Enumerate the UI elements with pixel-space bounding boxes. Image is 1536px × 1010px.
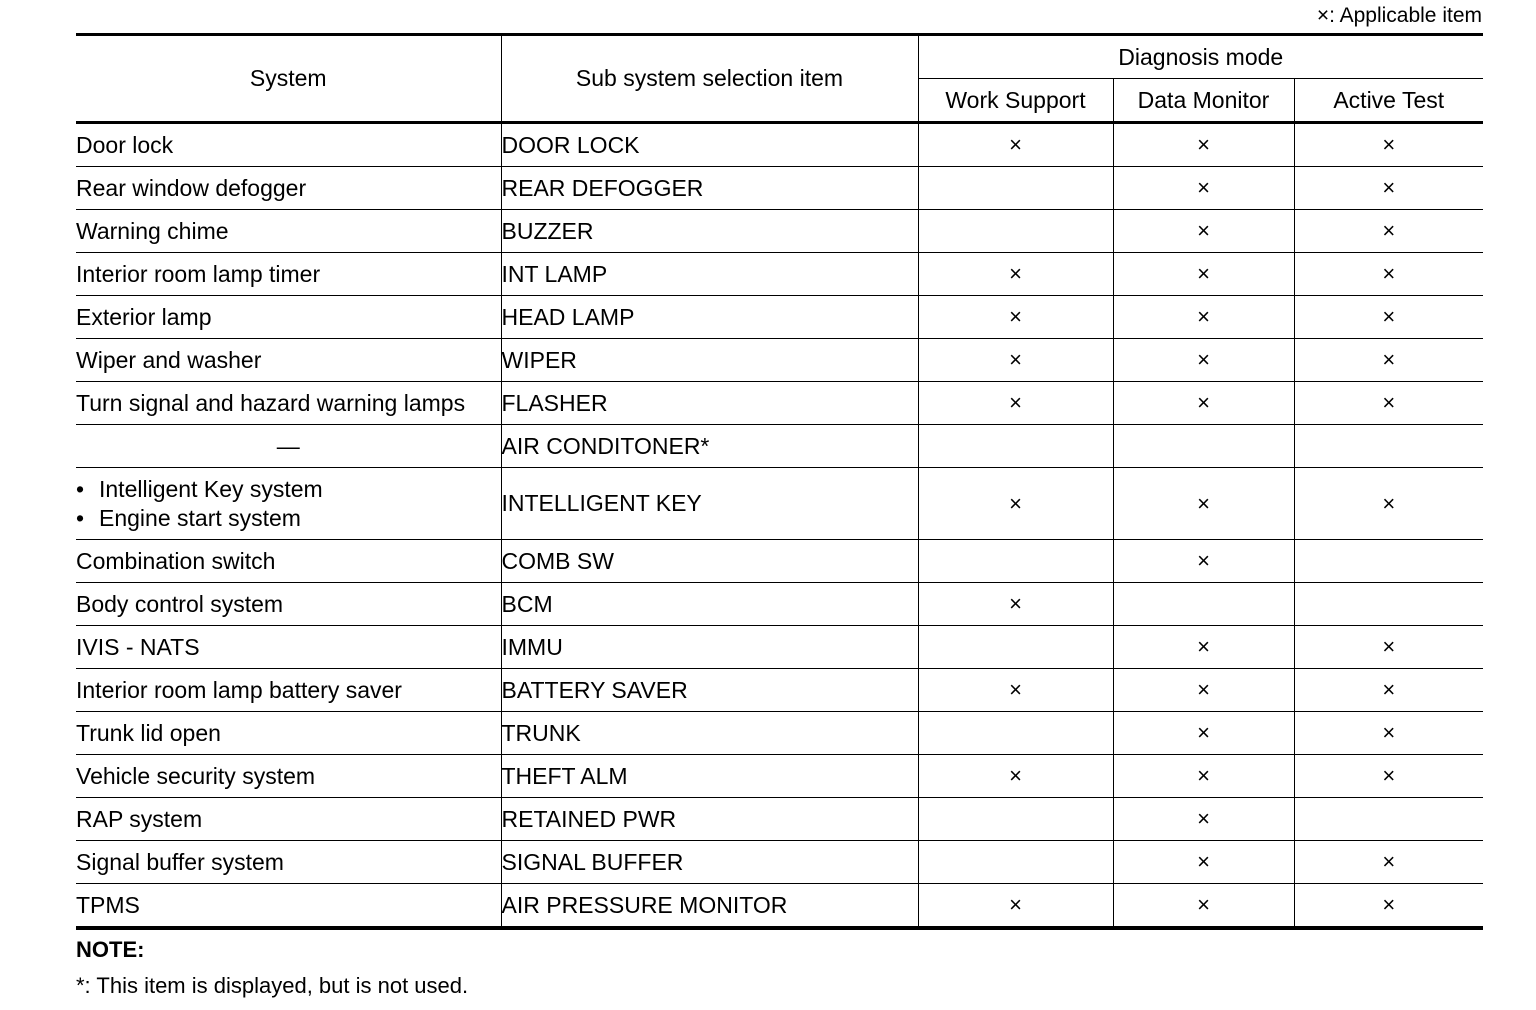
sub-system-cell: IMMU [501, 626, 918, 669]
applicable-mark-icon: × [1382, 634, 1396, 659]
system-cell [76, 468, 501, 540]
data-monitor-cell [1113, 884, 1294, 929]
system-cell: Interior room lamp timer [76, 253, 501, 296]
applicable-mark-icon: × [1197, 218, 1210, 243]
applicable-mark-icon: × [1197, 132, 1210, 157]
system-cell: Exterior lamp [76, 296, 501, 339]
sub-system-cell: REAR DEFOGGER [501, 167, 918, 210]
applicable-mark-icon: × [1197, 175, 1210, 200]
work-support-cell [918, 884, 1113, 929]
data-monitor-cell [1113, 468, 1294, 540]
table-row [76, 841, 1483, 884]
system-label: Intelligent Key system [99, 475, 323, 502]
work-support-cell [918, 425, 1113, 468]
work-support-cell [918, 382, 1113, 425]
data-monitor-cell [1113, 253, 1294, 296]
work-support-cell [918, 798, 1113, 841]
data-monitor-cell [1113, 123, 1294, 167]
work-support-cell [918, 253, 1113, 296]
data-monitor-cell [1113, 425, 1294, 468]
note-text: *: This item is displayed, but is not used. [76, 973, 469, 998]
work-support-cell [918, 296, 1113, 339]
table-row [76, 712, 1483, 755]
active-test-cell [1294, 626, 1483, 669]
system-cell: Wiper and washer [76, 339, 501, 382]
work-support-cell [918, 583, 1113, 626]
applicable-mark-icon: × [1009, 261, 1022, 286]
system-cell: Signal buffer system [76, 841, 501, 884]
table-row [76, 253, 1483, 296]
system-cell: IVIS - NATS [76, 626, 501, 669]
work-support-cell [918, 339, 1113, 382]
sub-system-cell: BATTERY SAVER [501, 669, 918, 712]
applicable-mark-icon: × [1382, 175, 1396, 200]
table-body [76, 123, 1483, 929]
header-active-test: Active Test [1294, 79, 1483, 123]
system-cell: Trunk lid open [76, 712, 501, 755]
data-monitor-cell [1113, 167, 1294, 210]
active-test-cell [1294, 468, 1483, 540]
sub-system-cell: AIR CONDITONER* [501, 425, 918, 468]
table-row [76, 884, 1483, 929]
applicable-mark-icon: × [1009, 763, 1022, 788]
applicable-item-legend: ×: Applicable item [1316, 4, 1482, 27]
applicable-mark-icon: × [1382, 218, 1396, 243]
table-row [76, 755, 1483, 798]
work-support-cell [918, 755, 1113, 798]
data-monitor-cell [1113, 583, 1294, 626]
active-test-cell [1294, 425, 1483, 468]
active-test-cell [1294, 210, 1483, 253]
data-monitor-cell [1113, 382, 1294, 425]
applicable-mark-icon: × [1382, 892, 1396, 917]
applicable-mark-icon: × [1197, 892, 1210, 917]
applicable-mark-icon: × [1009, 132, 1022, 157]
applicable-mark-icon: × [1197, 304, 1210, 329]
sub-system-cell: TRUNK [501, 712, 918, 755]
bullet-icon: • [76, 475, 85, 502]
work-support-cell [918, 712, 1113, 755]
active-test-cell [1294, 339, 1483, 382]
sub-system-cell: THEFT ALM [501, 755, 918, 798]
active-test-cell [1294, 712, 1483, 755]
applicable-mark-icon: × [1382, 132, 1396, 157]
applicable-mark-icon: × [1197, 677, 1210, 702]
work-support-cell [918, 123, 1113, 167]
system-cell: TPMS [76, 884, 501, 929]
applicable-mark-icon: × [1197, 634, 1210, 659]
applicable-mark-icon: × [1197, 763, 1210, 788]
applicable-mark-icon: × [1197, 849, 1210, 874]
system-cell: Body control system [76, 583, 501, 626]
applicable-mark-icon: × [1382, 849, 1396, 874]
work-support-cell [918, 468, 1113, 540]
table-row [76, 626, 1483, 669]
applicable-mark-icon: × [1009, 892, 1022, 917]
data-monitor-cell [1113, 841, 1294, 884]
work-support-cell [918, 841, 1113, 884]
applicable-mark-icon: × [1382, 390, 1396, 415]
sub-system-cell: WIPER [501, 339, 918, 382]
active-test-cell [1294, 798, 1483, 841]
applicable-mark-icon: × [1197, 806, 1210, 831]
sub-system-cell: SIGNAL BUFFER [501, 841, 918, 884]
system-cell: — [76, 425, 501, 468]
system-bullet-list [76, 475, 501, 533]
data-monitor-cell [1113, 669, 1294, 712]
diagnosis-mode-table [76, 33, 1483, 930]
system-cell: Rear window defogger [76, 167, 501, 210]
header-work-support: Work Support [918, 79, 1113, 123]
applicable-mark-icon: × [1197, 720, 1210, 745]
system-cell: Turn signal and hazard warning lamps [76, 382, 501, 425]
applicable-mark-icon: × [1382, 261, 1396, 286]
system-bullet-item [76, 475, 501, 504]
data-monitor-cell [1113, 296, 1294, 339]
data-monitor-cell [1113, 540, 1294, 583]
applicable-mark-icon: × [1197, 548, 1210, 573]
data-monitor-cell [1113, 210, 1294, 253]
applicable-mark-icon: × [1009, 347, 1022, 372]
header-system: System [76, 35, 501, 123]
work-support-cell [918, 167, 1113, 210]
applicable-mark-icon: × [1009, 490, 1022, 516]
table-row [76, 339, 1483, 382]
active-test-cell [1294, 123, 1483, 167]
active-test-cell [1294, 884, 1483, 929]
table-row [76, 798, 1483, 841]
active-test-cell [1294, 253, 1483, 296]
active-test-cell [1294, 755, 1483, 798]
active-test-cell [1294, 540, 1483, 583]
applicable-mark-icon: × [1009, 304, 1022, 329]
applicable-mark-icon: × [1009, 390, 1022, 415]
active-test-cell [1294, 669, 1483, 712]
applicable-mark-icon: × [1009, 591, 1022, 616]
active-test-cell [1294, 382, 1483, 425]
work-support-cell [918, 669, 1113, 712]
sub-system-cell: COMB SW [501, 540, 918, 583]
table-row [76, 425, 1483, 468]
applicable-mark-icon: × [1197, 347, 1210, 372]
table-row [76, 382, 1483, 425]
data-monitor-cell [1113, 712, 1294, 755]
applicable-mark-icon: × [1382, 720, 1396, 745]
table-row [76, 669, 1483, 712]
system-label: Engine start system [99, 504, 301, 531]
system-cell: Combination switch [76, 540, 501, 583]
sub-system-cell: BUZZER [501, 210, 918, 253]
table-row [76, 540, 1483, 583]
sub-system-cell: DOOR LOCK [501, 123, 918, 167]
data-monitor-cell [1113, 798, 1294, 841]
system-cell: Interior room lamp battery saver [76, 669, 501, 712]
active-test-cell [1294, 583, 1483, 626]
sub-system-cell: INT LAMP [501, 253, 918, 296]
table-row [76, 210, 1483, 253]
sub-system-cell: AIR PRESSURE MONITOR [501, 884, 918, 929]
header-diagnosis-mode: Diagnosis mode [918, 35, 1483, 79]
sub-system-cell: INTELLIGENT KEY [501, 468, 918, 540]
active-test-cell [1294, 167, 1483, 210]
header-sub-system: Sub system selection item [501, 35, 918, 123]
system-cell: Door lock [76, 123, 501, 167]
table-row [76, 167, 1483, 210]
system-cell: Warning chime [76, 210, 501, 253]
active-test-cell [1294, 841, 1483, 884]
sub-system-cell: HEAD LAMP [501, 296, 918, 339]
applicable-mark-icon: × [1382, 304, 1396, 329]
data-monitor-cell [1113, 755, 1294, 798]
sub-system-cell: RETAINED PWR [501, 798, 918, 841]
note-title: NOTE: [76, 937, 145, 962]
applicable-mark-icon: × [1197, 261, 1210, 286]
sub-system-cell: BCM [501, 583, 918, 626]
applicable-mark-icon: × [1382, 347, 1396, 372]
data-monitor-cell [1113, 626, 1294, 669]
table-row [76, 468, 1483, 540]
active-test-cell [1294, 296, 1483, 339]
system-cell: RAP system [76, 798, 501, 841]
table-row [76, 123, 1483, 167]
system-cell: Vehicle security system [76, 755, 501, 798]
applicable-mark-icon: × [1197, 490, 1210, 516]
table-row [76, 583, 1483, 626]
header-data-monitor: Data Monitor [1113, 79, 1294, 123]
sub-system-cell: FLASHER [501, 382, 918, 425]
system-bullet-item [76, 504, 501, 533]
work-support-cell [918, 626, 1113, 669]
applicable-mark-icon: × [1382, 490, 1396, 516]
applicable-mark-icon: × [1197, 390, 1210, 415]
work-support-cell [918, 540, 1113, 583]
applicable-mark-icon: × [1009, 677, 1022, 702]
applicable-mark-icon: × [1382, 677, 1396, 702]
table-row [76, 296, 1483, 339]
applicable-mark-icon: × [1382, 763, 1396, 788]
bullet-icon: • [76, 504, 85, 531]
work-support-cell [918, 210, 1113, 253]
data-monitor-cell [1113, 339, 1294, 382]
